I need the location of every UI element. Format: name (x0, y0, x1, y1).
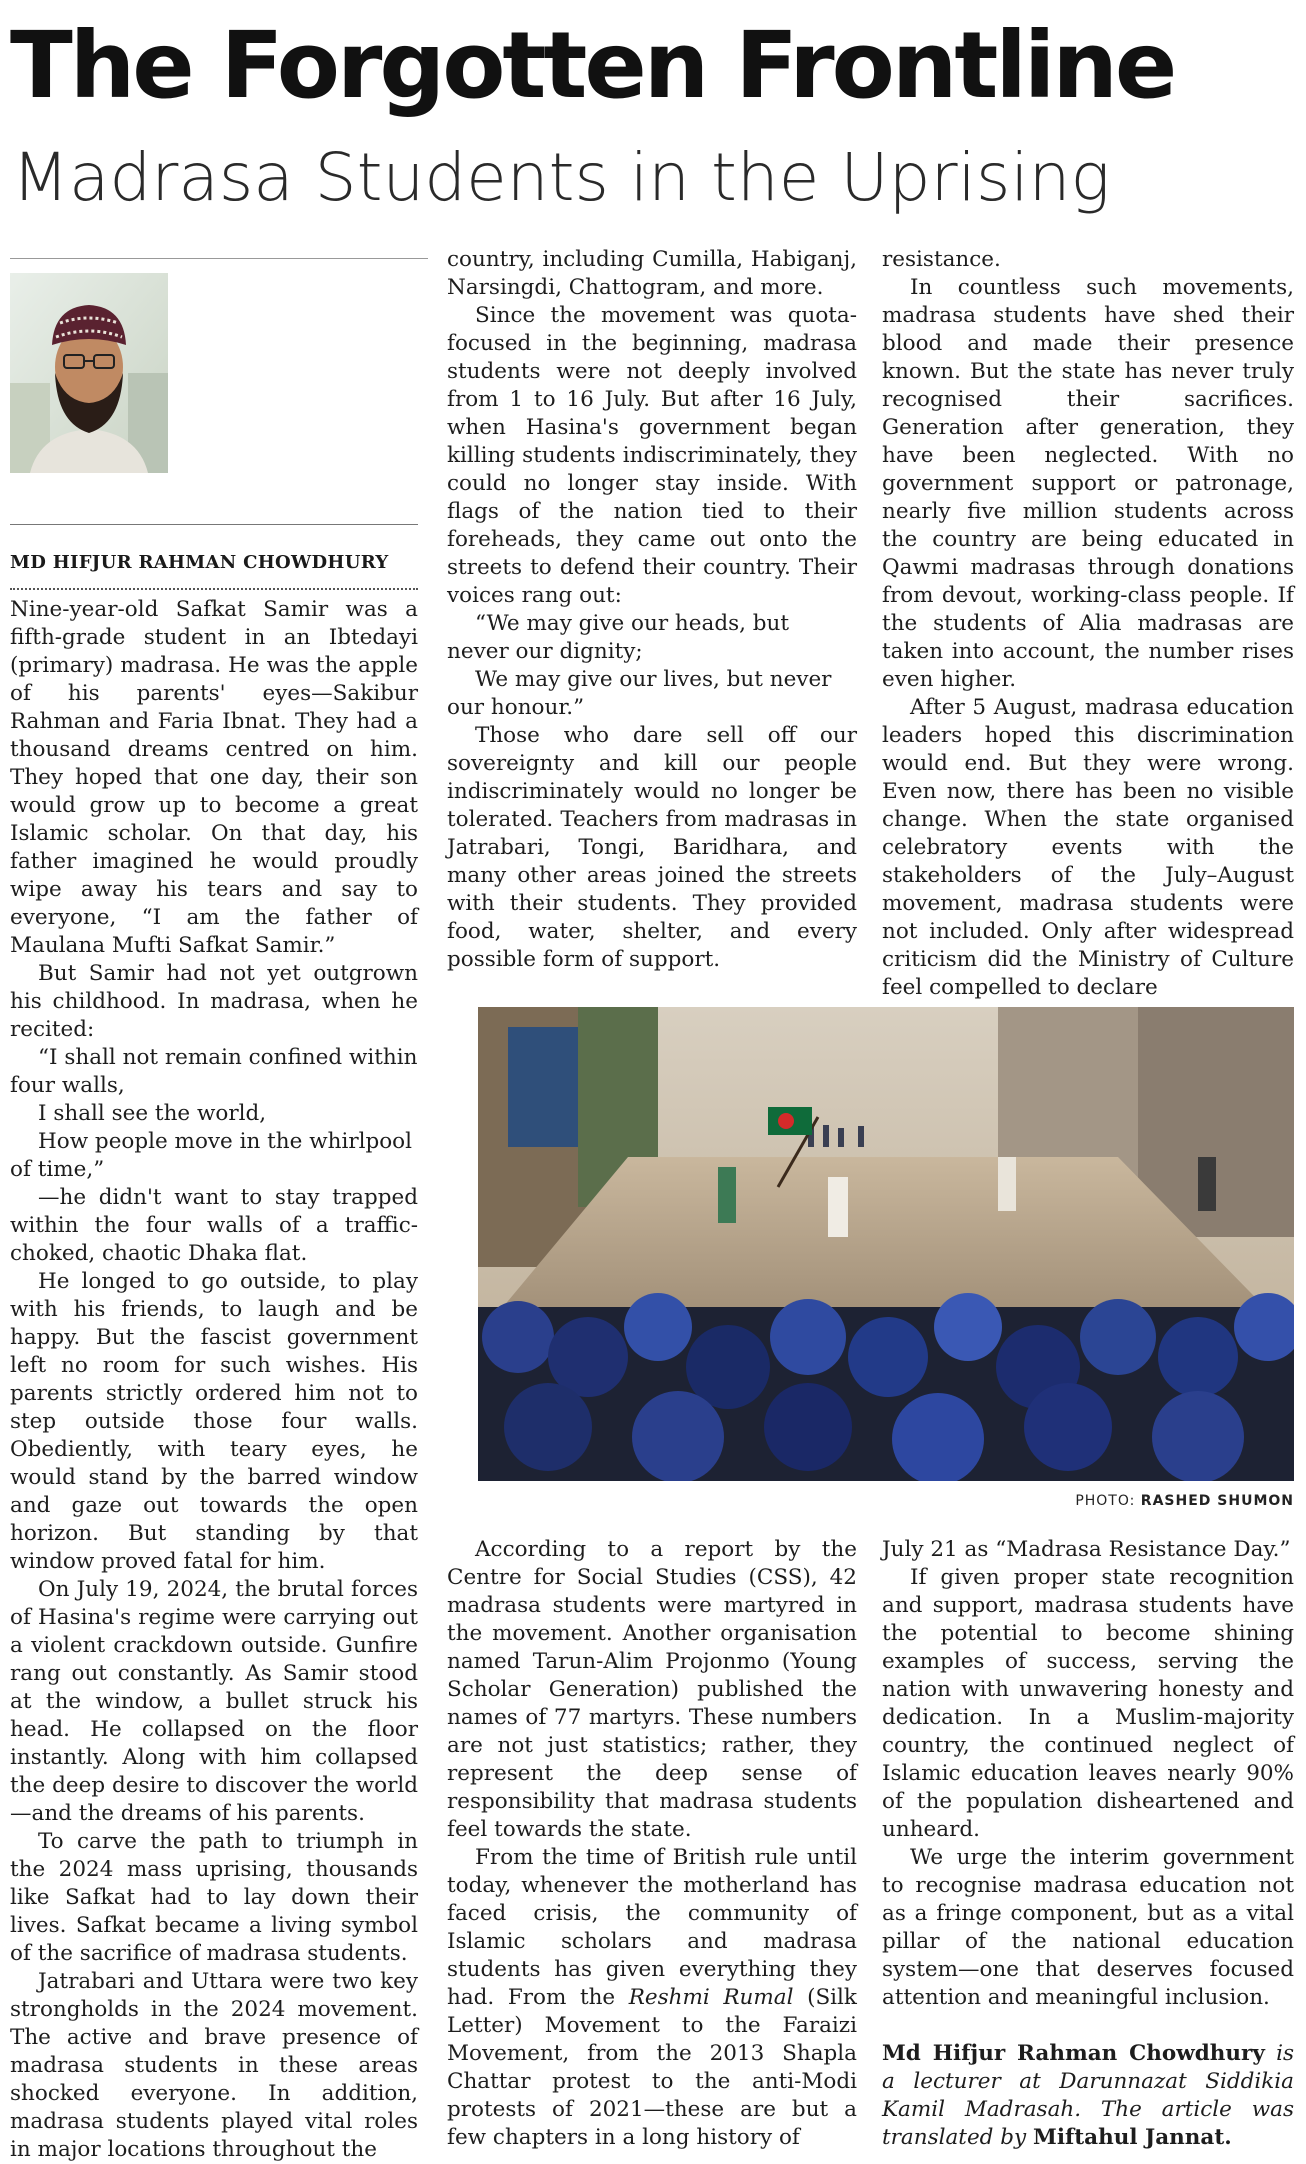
photographer-name: RASHED SHUMON (1140, 1493, 1294, 1509)
protest-photo (478, 1007, 1294, 1481)
paragraph: We urge the interim government to recognise madrasa education not as a fringe component, but as a vital pillar of the national education system—one that deserves focused attention and meaningful inclusion. (882, 1845, 1294, 2010)
author-photo-area (10, 258, 428, 521)
column-3-bottom (882, 1536, 1294, 2152)
paragraph: resistance. (882, 247, 1001, 272)
byline-rule (10, 524, 418, 525)
column-2-top (447, 246, 857, 974)
paragraph: To carve the path to triumph in the 2024 mass uprising, thousands like Safkat had to lay down their lives. Safkat became a living symbol of the sacrifice of madrasa students. (10, 1829, 418, 1966)
column-1 (10, 596, 418, 2164)
paragraph: On July 19, 2024, the brutal forces of Hasina's regime were carrying out a violent crackdown outside. Gunfire rang out constantly. As Samir stood at the window, a bullet struck his head. He collapsed on the floor instantly. Along with him collapsed the deep desire to discover the world—and the dreams of his parents. (10, 1577, 418, 1826)
paragraph: Jatrabari and Uttara were two key strongholds in the 2024 movement. The active and brave presence of madrasa students in these areas shocked everyone. In addition, madrasa students played vital roles in major locations throughout the (10, 1969, 418, 2162)
verse-line: “I shall not remain confined within four walls, (10, 1045, 418, 1098)
verse-line: How people move in the whirlpool of time,” (10, 1129, 413, 1182)
paragraph: July 21 as “Madrasa Resistance Day.” (882, 1537, 1291, 1562)
paragraph: From the time of British rule until today, whenever the motherland has faced crisis, the community of Islamic scholars and madrasa students has given everything they had. From the Reshmi Rumal (Silk Letter) Movement to the Faraizi Movement, from the 2013 Shapla Chattar protest to the anti-Modi protests of 2021—these are but a few chapters in a long history of (447, 1845, 857, 2150)
author-note: Md Hifjur Rahman Chowdhury is a lecturer at Darunnazat Siddikia Kamil Madrasah. The article was translated by Miftahul Jannat. (882, 2041, 1294, 2150)
byline: MD HIFJUR RAHMAN CHOWDHURY (10, 552, 389, 573)
headline: The Forgotten Frontline (10, 12, 1175, 119)
subheadline: Madrasa Students in the Uprising (12, 139, 1111, 216)
paragraph: Nine-year-old Safkat Samir was a fifth-grade student in an Ibtedayi (primary) madrasa. He was the apple of his parents' eyes—Sakibur Rahman and Faria Ibnat. They had a thousand dreams centred on him. They hoped that one day, their son would grow up to become a great Islamic scholar. On that day, his father imagined he would proudly wipe away his tears and say to everyone, “I am the father of Maulana Mufti Safkat Samir.” (10, 597, 418, 958)
paragraph: Since the movement was quota-focused in the beginning, madrasa students were not deeply involved from 1 to 16 July. But after 16 July, when Hasina's government began killing students indiscriminately, they could no longer stay inside. With flags of the nation tied to their foreheads, they came out onto the streets to defend their country. Their voices rang out: (447, 303, 857, 608)
paragraph: In countless such movements, madrasa students have shed their blood and made their presence known. But the state has never truly recognised their sacrifices. Generation after generation, they have been neglected. With no government support or patronage, nearly five million students across the country are being educated in Qawmi madrasas through donations from devout, working-class people. If the students of Alia madrasas are taken into account, the number rises even higher. (882, 275, 1294, 692)
photo-credit-label: PHOTO: (1075, 1493, 1136, 1509)
verse-line: We may give our lives, but never our honour.” (447, 667, 832, 720)
verse-line: I shall see the world, (38, 1101, 267, 1126)
paragraph: But Samir had not yet outgrown his childhood. In madrasa, when he recited: (10, 961, 418, 1042)
paragraph: country, including Cumilla, Habiganj, Narsingdi, Chattogram, and more. (447, 247, 857, 300)
author-photo (10, 273, 168, 473)
verse-line: “We may give our heads, but never our dignity; (447, 611, 790, 664)
column-3-top (882, 246, 1294, 1002)
column-2-bottom (447, 1536, 857, 2152)
paragraph: —he didn't want to stay trapped within the four walls of a traffic-choked, chaotic Dhaka flat. (10, 1185, 418, 1266)
photo-credit (1075, 1493, 1294, 1509)
paragraph: After 5 August, madrasa education leaders hoped this discrimination would end. But they were wrong. Even now, there has been no visible change. When the state organised celebratory events with the stakeholders of the July–August movement, madrasa students were not included. Only after widespread criticism did the Ministry of Culture feel compelled to declare (882, 695, 1294, 1000)
byline-dotted-rule (10, 588, 418, 590)
italic-term: Reshmi Rumal (628, 1985, 794, 2010)
paragraph: He longed to go outside, to play with his friends, to laugh and be happy. But the fascist government left no room for such wishes. His parents strictly ordered him not to step outside those four walls. Obediently, with teary eyes, he would stand by the barred window and gaze out towards the open horizon. But standing by that window proved fatal for him. (10, 1269, 418, 1574)
paragraph: If given proper state recognition and support, madrasa students have the potential to become shining examples of success, serving the nation with unwavering honesty and dedication. In a Muslim-majority country, the continued neglect of Islamic education leaves nearly 90% of the population disheartened and unheard. (882, 1565, 1294, 1842)
paragraph: According to a report by the Centre for Social Studies (CSS), 42 madrasa students were martyred in the movement. Another organisation named Tarun-Alim Projonmo (Young Scholar Generation) published the names of 77 martyrs. These numbers are not just statistics; rather, they represent the deep sense of responsibility that madrasa students feel towards the state. (447, 1537, 857, 1842)
paragraph: Those who dare sell off our sovereignty and kill our people indiscriminately would no longer be tolerated. Teachers from madrasas in Jatrabari, Tongi, Baridhara, and many other areas joined the streets with their students. They provided food, water, shelter, and every possible form of support. (447, 723, 857, 972)
